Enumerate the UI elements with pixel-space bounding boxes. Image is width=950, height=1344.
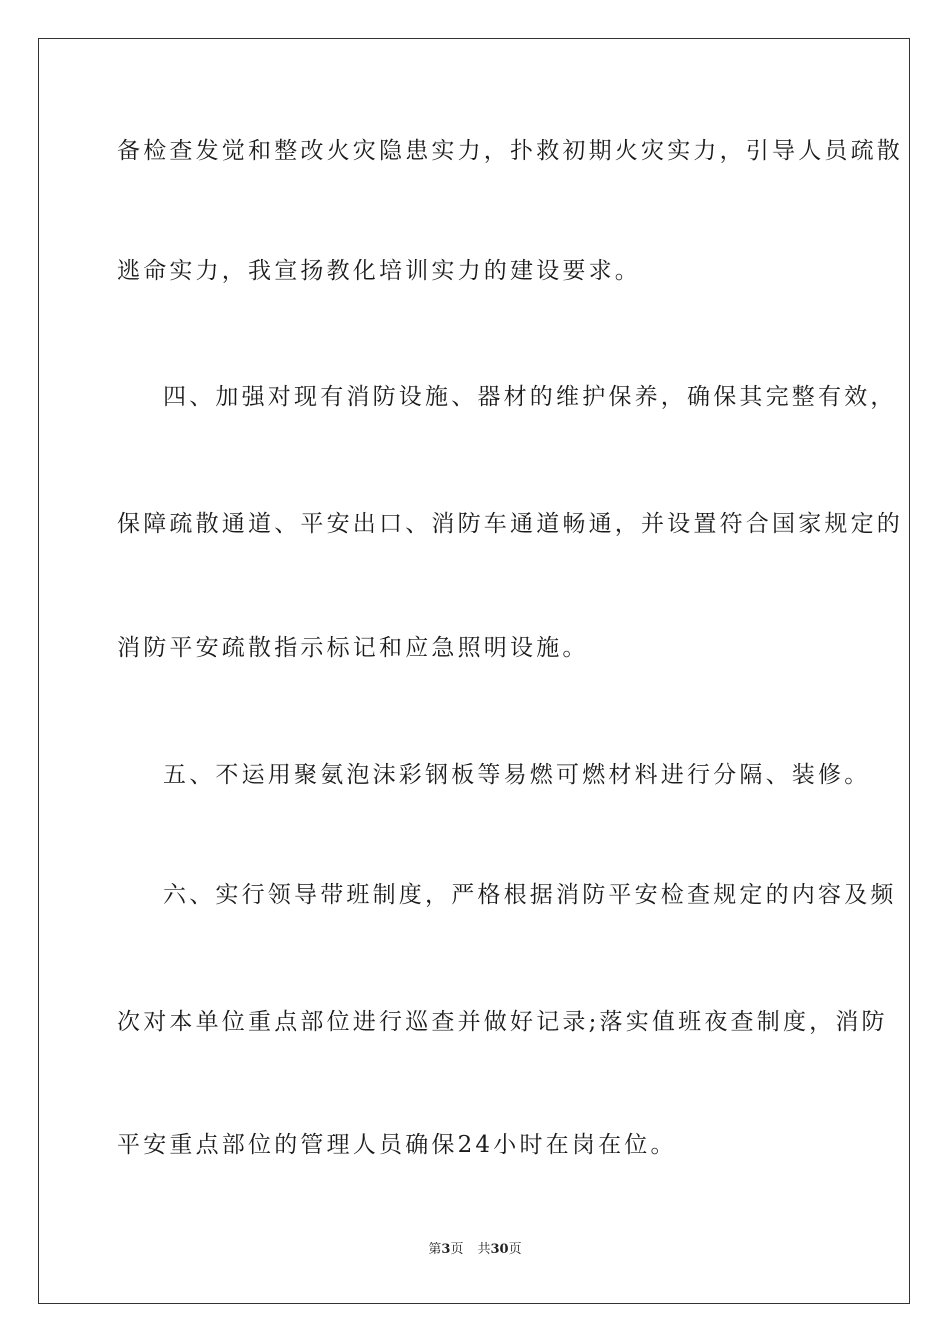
- total-prefix: 共: [477, 1242, 491, 1257]
- page-suffix: 页: [450, 1242, 464, 1257]
- total-suffix: 页: [508, 1242, 522, 1257]
- paragraph-first-line: 六、实行领导带班制度，严格根据消防平安检查规定的内容及频: [163, 882, 897, 908]
- page-total: 30: [490, 1242, 509, 1257]
- paragraph-first-line: 五、不运用聚氨泡沫彩钢板等易燃可燃材料进行分隔、装修。: [163, 762, 871, 788]
- page-border: [38, 38, 910, 1304]
- page-current: 3: [441, 1242, 451, 1257]
- body-text-line: 逃命实力，我宣扬教化培训实力的建设要求。: [117, 258, 641, 284]
- body-text-line: 备检查发觉和整改火灾隐患实力，扑救初期火灾实力，引导人员疏散: [117, 138, 903, 164]
- body-text-line: 保障疏散通道、平安出口、消防车通道畅通，并设置符合国家规定的: [117, 511, 903, 537]
- body-text-line: 次对本单位重点部位进行巡查并做好记录;落实值班夜查制度，消防: [117, 1009, 888, 1035]
- paragraph-first-line: 四、加强对现有消防设施、器材的维护保养，确保其完整有效，: [163, 384, 897, 410]
- page-prefix: 第: [428, 1242, 442, 1257]
- body-text-line: 平安重点部位的管理人员确保24小时在岗在位。: [117, 1132, 677, 1158]
- body-text-line: 消防平安疏散指示标记和应急照明设施。: [117, 635, 589, 661]
- page-footer: [0, 1241, 950, 1259]
